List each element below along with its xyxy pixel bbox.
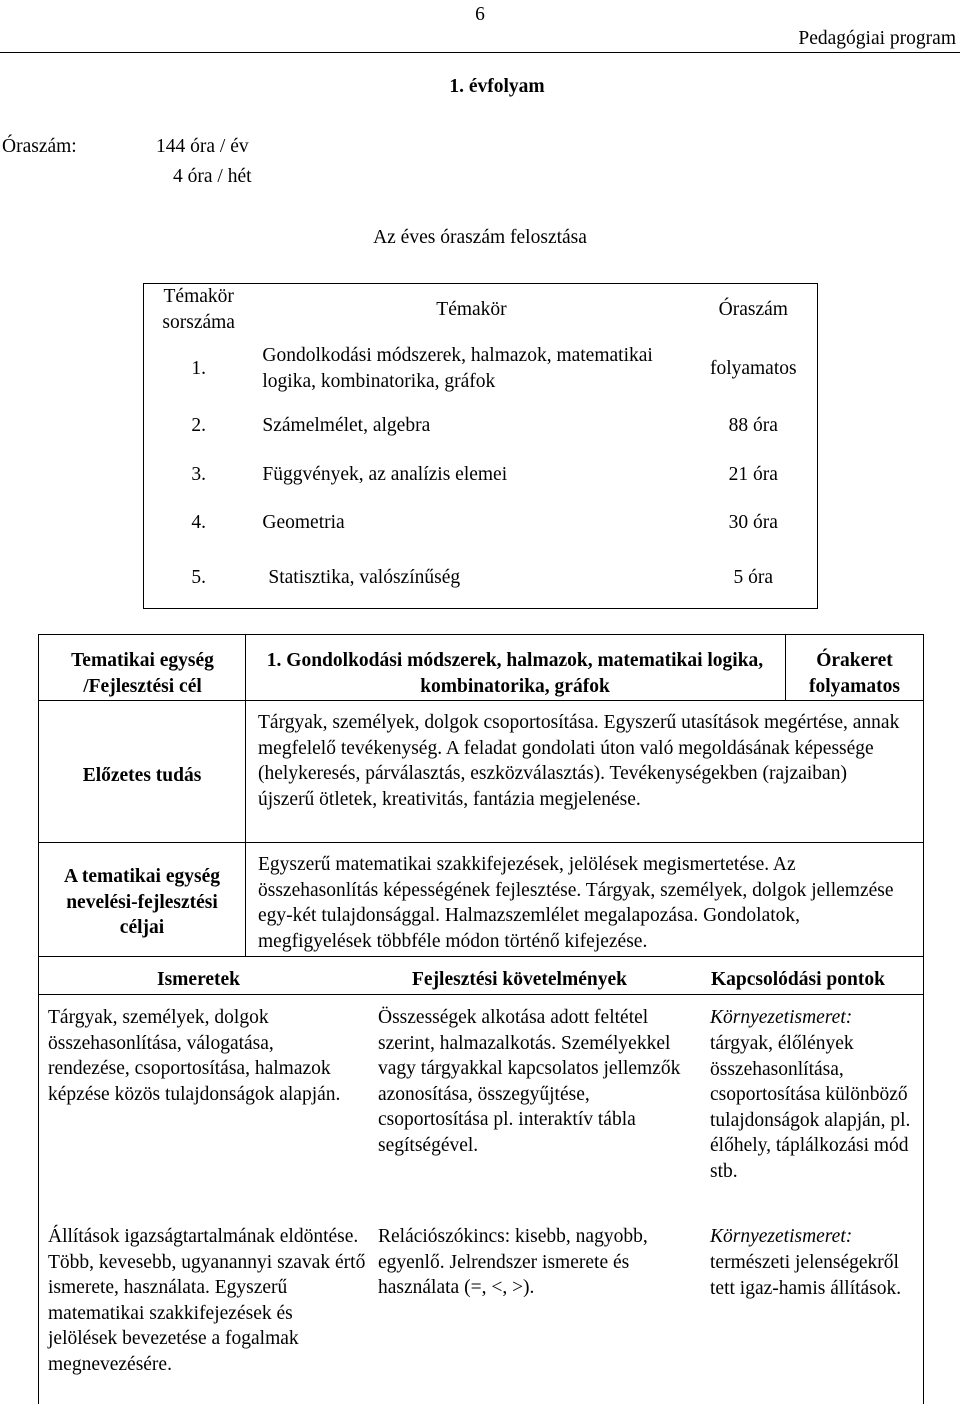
- table-row: [144, 547, 818, 609]
- page-number: 6: [475, 4, 485, 25]
- unit-row-divider-2: [38, 842, 924, 843]
- hours-per-year: 144 óra / év: [156, 136, 249, 157]
- row-number: 4.: [191, 511, 206, 533]
- table-row: [144, 499, 818, 547]
- right-border: [923, 634, 924, 1404]
- goals-text: Egyszerű matematikai szakkifejezések, jelölések megismertetése. Az összehasonlítás képességének fejlesztése. Tárgyak, személyek, dolgok jellemzése egy-két tulajdonsággal. Halmazszemlélet megalapozása. Gondolatok, megfigyelések többféle módon történő kifejezése.: [258, 854, 894, 952]
- goals-label: A tematikai egység nevelési-fejlesztési céljai: [64, 866, 220, 938]
- allocation-header-row: [144, 284, 818, 336]
- row1-knowledge: Tárgyak, személyek, dolgok összehasonlítása, válogatása, rendezése, csoportosítása, halmazok képzése közös tulajdonságok alapján.: [48, 1007, 341, 1105]
- prior-knowledge-text: Tárgyak, személyek, dolgok csoportosítása. Egyszerű utasítások megértése, annak megfelelő tevékenység. A feladat gondolati úton való megoldásának képessége (helykeresés, párválasztás, eszközválasztás). Tevékenységekben (rajzaiban) újszerű ötletek, kreativitás, fantázia megjelenése.: [258, 712, 900, 810]
- column-knowledge: Ismeretek: [157, 969, 241, 990]
- row-number: 2.: [191, 415, 206, 437]
- row-number: 5.: [191, 566, 206, 588]
- unit-left-header: Tematikai egység /Fejlesztési cél: [71, 650, 214, 697]
- table-row: [144, 451, 818, 499]
- frame-value: folyamatos: [809, 676, 900, 697]
- unit-col-divider: [245, 634, 246, 956]
- row-topic: Gondolkodási módszerek, halmazok, matematikai logika, kombinatorika, gráfok: [262, 345, 653, 392]
- row2-requirements: Relációszókincs: kisebb, nagyobb, egyenlő. Jelrendszer ismerete és használata (=, <, >).: [378, 1226, 648, 1298]
- row1-requirements: Összességek alkotása adott feltétel szerint, halmazalkotás. Személyekkel vagy tárgyakkal kapcsolatos jellemzők azonosítása, összegyűjtése, csoportosítása pl. interaktív tábla segítségével.: [378, 1007, 681, 1156]
- header-topic: Témakör: [436, 299, 507, 320]
- row-topic: Függvények, az analízis elemei: [262, 463, 508, 485]
- row-number: 3.: [191, 463, 206, 485]
- row-hours: 30 óra: [728, 511, 778, 533]
- row-hours: 21 óra: [728, 463, 778, 485]
- unit-row-divider-1: [38, 700, 924, 701]
- header-number: Témakör sorszáma: [162, 286, 235, 333]
- row2-connection-text: természeti jelenségekről tett igaz-hamis állítások.: [710, 1252, 902, 1299]
- grade-title: 1. évfolyam: [449, 76, 545, 97]
- row-topic: Statisztika, valószínűség: [268, 566, 461, 588]
- header-hours: Óraszám: [718, 299, 788, 320]
- column-connections: Kapcsolódási pontok: [711, 969, 885, 990]
- left-border: [38, 634, 39, 1404]
- unit-title: 1. Gondolkodási módszerek, halmazok, matematikai logika, kombinatorika, gráfok: [266, 650, 764, 697]
- column-requirements: Fejlesztési követelmények: [412, 969, 627, 990]
- unit-table-top: [38, 634, 924, 635]
- row2-knowledge: Állítások igazságtartalmának eldöntése. Több, kevesebb, ugyanannyi szavak értő ismerete, használata. Egyszerű matematikai szakkifejezések és jelölések bevezetése a fogalmak megnevezésére.: [48, 1226, 366, 1375]
- row1-connection-subject: Környezetismeret:: [710, 1007, 853, 1028]
- row-hours: 88 óra: [728, 415, 778, 437]
- allocation-title: Az éves óraszám felosztása: [373, 227, 587, 248]
- row2-connection-subject: Környezetismeret:: [710, 1226, 853, 1247]
- row-number: 1.: [191, 357, 206, 379]
- prior-knowledge-label: Előzetes tudás: [82, 765, 202, 786]
- table-row: [144, 402, 818, 451]
- document-title: Pedagógiai program: [798, 28, 956, 49]
- hours-per-week: 4 óra / hét: [173, 166, 252, 187]
- table-row: [144, 336, 818, 402]
- row1-connection-text: tárgyak, élőlények összehasonlítása, csoportosítása különböző tulajdonságok alapján, pl. élőhely, táplálkozási mód stb.: [710, 1033, 911, 1182]
- unit-row-divider-3: [38, 956, 924, 957]
- hours-label: Óraszám:: [2, 136, 77, 157]
- frame-label: Órakeret: [816, 650, 893, 671]
- allocation-table: [143, 283, 818, 609]
- row-hours: folyamatos: [709, 357, 797, 379]
- row-topic: Geometria: [262, 511, 345, 533]
- row-topic: Számelmélet, algebra: [262, 415, 431, 437]
- row-hours: 5 óra: [733, 566, 774, 588]
- columns-header-rule: [38, 994, 924, 995]
- header-rule: [0, 52, 960, 53]
